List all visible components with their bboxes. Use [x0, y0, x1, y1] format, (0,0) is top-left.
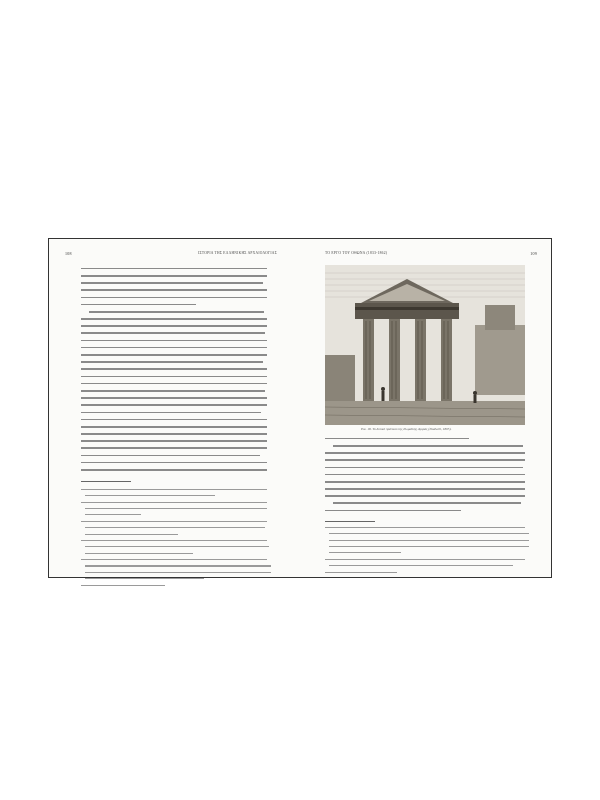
text-line [325, 464, 525, 471]
text-line [81, 466, 267, 473]
footnote-line [81, 521, 267, 526]
footnote-rule [81, 481, 131, 482]
engraving-illustration [325, 265, 525, 425]
text-line [325, 478, 525, 485]
text-line [81, 294, 267, 301]
footnote-line [325, 572, 525, 577]
text-line [325, 442, 525, 449]
text-line [81, 358, 267, 365]
text-line [325, 500, 525, 507]
text-line [81, 272, 267, 279]
text-line [81, 351, 267, 358]
left-running-head-text: ΙΣΤΟΡΙΑ ΤΗΣ ΕΛΛΗΝΙΚΗΣ ΑΡΧΑΙΟΛΟΓΙΑΣ [198, 251, 277, 255]
text-line [325, 485, 525, 492]
figure-caption: Εικ. 18. Το δυτικό πρόπυλο της Ρωμαϊκής Αγοράς (Dodwell, 1805). [361, 427, 452, 431]
text-line [325, 471, 525, 478]
engraving-illustration-icon [325, 265, 525, 425]
footnote-line [81, 546, 267, 551]
footnote-line [81, 514, 267, 519]
text-line [81, 380, 267, 387]
text-line [81, 315, 267, 322]
left-folio: 108 [65, 250, 72, 256]
right-page [301, 239, 553, 577]
left-running-head [65, 249, 277, 257]
footnote-line [81, 527, 267, 532]
book-spread [48, 238, 552, 578]
footnote-line [325, 546, 525, 551]
text-line [81, 409, 267, 416]
footnote-line [81, 540, 267, 545]
text-line [81, 445, 267, 452]
text-line [81, 301, 267, 308]
text-line [81, 416, 267, 423]
text-line [81, 402, 267, 409]
text-line [81, 323, 267, 330]
text-line [81, 279, 267, 286]
text-line [81, 387, 267, 394]
right-body-text [325, 435, 525, 514]
text-line [81, 452, 267, 459]
left-page [49, 239, 301, 577]
text-line [81, 438, 267, 445]
text-line [81, 330, 267, 337]
right-footnotes [325, 525, 525, 576]
text-line [81, 366, 267, 373]
text-line [81, 308, 267, 315]
footnote-line [81, 565, 267, 570]
footnote-line [81, 495, 267, 500]
footnote-rule [325, 521, 375, 522]
footnote-line [81, 534, 267, 539]
right-folio: 109 [530, 250, 537, 256]
text-line [81, 423, 267, 430]
footnote-line [81, 489, 267, 494]
footnote-line [81, 502, 267, 507]
text-line [81, 344, 267, 351]
left-footnotes [81, 487, 267, 589]
footnote-line [81, 572, 267, 577]
text-line [325, 449, 525, 456]
footnote-line [81, 578, 267, 583]
right-running-head [325, 249, 537, 257]
text-line [81, 430, 267, 437]
left-body-text [81, 265, 267, 473]
footnote-line [325, 559, 525, 564]
text-line [81, 265, 267, 272]
text-line [81, 337, 267, 344]
text-line [325, 435, 525, 442]
right-running-head-text: ΤΟ ΕΡΓΟ ΤΟΥ ΟΘΩΝΑ (1833-1862) [325, 251, 388, 255]
footnote-line [81, 553, 267, 558]
footnote-line [81, 585, 267, 590]
text-line [325, 493, 525, 500]
text-line [81, 287, 267, 294]
footnote-line [325, 527, 525, 532]
footnote-line [81, 559, 267, 564]
text-line [81, 394, 267, 401]
text-line [325, 507, 525, 514]
footnote-line [325, 540, 525, 545]
footnote-line [325, 533, 525, 538]
footnote-line [81, 508, 267, 513]
footnote-line [325, 552, 525, 557]
footnote-line [325, 565, 525, 570]
text-line [325, 457, 525, 464]
text-line [81, 373, 267, 380]
text-line [81, 459, 267, 466]
